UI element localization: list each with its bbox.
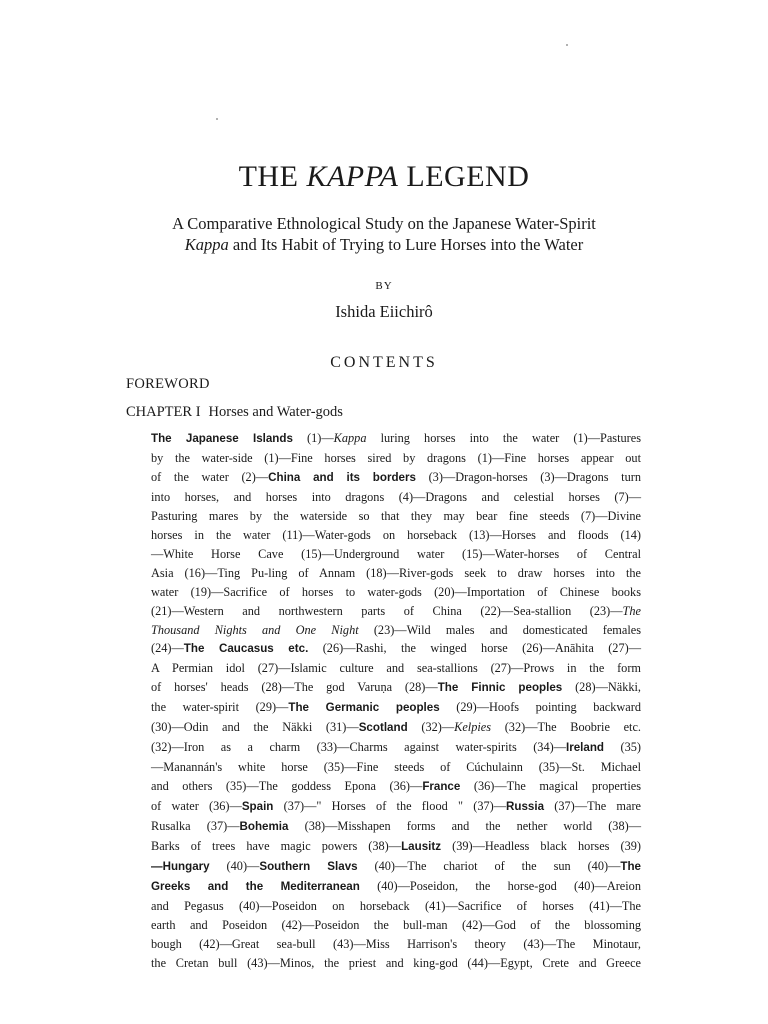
contents-text: the water-spirit (29)— [151,700,289,715]
title-prefix: THE [238,160,307,193]
place-heading: The Japanese Islands [151,432,293,445]
subtitle-line-2: and Its Habit of Trying to Lure Horses into the Water [228,235,584,254]
contents-line [151,545,641,564]
contents-line [151,602,641,621]
title-suffix: LEGEND [398,160,530,193]
contents-line [151,758,641,777]
contents-text: (30)—Odin and the Näkki (31)— [151,720,359,735]
contents-line [151,488,641,507]
contents-text: Barks of trees have magic powers (38)— [151,839,402,854]
contents-text: (1)— [292,431,334,445]
contents-text: —White Horse Cave (15)—Underground water (15)—Water-horses of Central [151,546,641,561]
contents-text: (36)—The magical properties [460,779,641,794]
book-title [0,160,768,194]
place-heading: The [620,859,641,873]
contents-text: Rusalka (37)— [151,819,240,834]
speck-mark [566,44,568,46]
by-label: BY [375,280,393,292]
contents-text: Pasturing mares by the waterside so that they may bear fine steeds (7)—Divine [151,508,641,523]
place-heading: China and its borders [268,470,416,484]
place-heading: Ireland [566,741,605,755]
contents-text: bough (42)—Great sea-bull (43)—Miss Harrison's theory (43)—The Minotaur, [151,936,641,951]
contents-line [151,877,641,897]
italic-term: Kelpies [454,720,492,735]
author-name: Ishida Eiichirô [335,302,433,321]
italic-term: Kappa [333,431,367,445]
contents-line [151,817,641,837]
contents-text: the Cretan bull (43)—Minos, the priest and king-god (44)—Egypt, Crete and Greece [151,955,641,970]
speck-mark [216,118,218,120]
contents-line [151,583,641,602]
chapter-contents-summary [151,429,641,973]
chapter-heading [126,404,343,421]
contents-text: (3)—Dragon-horses (3)—Dragons turn [415,469,641,484]
contents-heading: CONTENTS [330,354,438,371]
contents-line [151,449,641,468]
place-heading: Bohemia [239,820,289,834]
contents-line [151,659,641,678]
place-heading: France [422,780,461,794]
contents-line [151,857,641,877]
contents-line [151,507,641,526]
contents-text: of horses' heads (28)—The god Varuṇa (28)— [151,680,438,695]
contents-text: earth and Poseidon (42)—Poseidon the bull-man (42)—God of the blossoming [151,917,641,932]
contents-text: (39)—Headless black horses (39) [441,839,641,854]
contents-text: (38)—Misshapen forms and the nether world (38)— [288,819,641,834]
contents-text: (23)—Wild males and domesticated females [358,622,641,637]
contents-text: (40)—The chariot of the sun (40)— [357,858,621,873]
contents-text: (40)— [209,858,260,873]
contents-line [151,916,641,935]
contents-line [151,698,641,718]
contents-text: (37)—The mare [544,799,641,814]
contents-line [151,429,641,449]
contents-line [151,621,641,640]
contents-line [151,639,641,659]
contents-text: luring horses into the water (1)—Pastures [366,431,641,445]
place-heading: Scotland [358,721,408,735]
contents-text: (37)—" Horses of the flood " (37)— [273,799,507,814]
chapter-title: Horses and Water-gods [208,404,343,420]
place-heading: Southern Slavs [259,859,358,873]
contents-text: A Permian idol (27)—Islamic culture and sea-stallions (27)—Prows in the form [151,661,641,676]
chapter-number: CHAPTER I [126,404,201,420]
contents-line [151,678,641,698]
book-subtitle [100,213,668,255]
contents-text: (35) [604,740,641,755]
place-heading: Lausitz [401,840,442,854]
contents-text: (28)—Näkki, [562,680,641,695]
contents-line [151,797,641,817]
title-italic-word: KAPPA [306,160,399,193]
contents-text: by the water-side (1)—Fine horses sired by dragons (1)—Fine horses appear out [151,450,641,465]
subtitle-italic-word: Kappa [184,235,229,254]
place-heading: Greeks and the Mediterranean [151,879,360,893]
contents-line [151,954,641,973]
contents-text: (29)—Hoofs pointing backward [439,700,641,715]
subtitle-line-1: A Comparative Ethnological Study on the Japanese Water-Spirit [172,214,596,233]
contents-text: into horses, and horses into dragons (4)—Dragons and celestial horses (7)— [151,489,641,504]
contents-text: Asia (16)—Ting Pu-ling of Annam (18)—River-gods seek to draw horses into the [151,565,641,580]
contents-line [151,468,641,488]
foreword-entry: FOREWORD [126,376,210,392]
contents-text: (32)—The Boobrie etc. [491,720,641,735]
place-heading: Spain [241,800,274,814]
contents-text: —Manannán's white horse (35)—Fine steeds of Cúchulainn (35)—St. Michael [151,760,641,775]
contents-line [151,837,641,857]
contents-line [151,897,641,916]
contents-text: (21)—Western and northwestern parts of China (22)—Sea-stallion (23)— [151,603,623,618]
contents-text: (32)—Iron as a charm (33)—Charms against water-spirits (34)— [151,740,566,755]
place-heading: The Caucasus etc. [183,642,309,656]
place-heading: Russia [506,800,545,814]
contents-text: (26)—Rashi, the winged horse (26)—Anāhita (27)— [308,641,642,656]
contents-line [151,935,641,954]
contents-text: and others (35)—The goddess Epona (36)— [151,779,423,794]
contents-line [151,777,641,797]
contents-line [151,526,641,545]
contents-text: (32)— [407,720,455,735]
italic-term: Thousand Nights and One Night [151,622,359,637]
contents-text: (40)—Poseidon, the horse-god (40)—Areion [359,878,641,893]
contents-text: horses in the water (11)—Water-gods on horseback (13)—Horses and floods (14) [151,527,641,542]
contents-text: water (19)—Sacrifice of horses to water-gods (20)—Importation of Chinese books [151,584,641,599]
place-heading: —Hungary [151,859,210,873]
contents-text: and Pegasus (40)—Poseidon on horseback (41)—Sacrifice of horses (41)—The [151,898,641,913]
contents-line [151,718,641,738]
contents-line [151,564,641,583]
italic-term: The [622,603,641,618]
contents-text: of the water (2)— [151,469,269,484]
contents-line [151,738,641,758]
place-heading: The Finnic peoples [437,681,563,695]
place-heading: The Germanic peoples [288,701,440,715]
contents-text: (24)— [151,641,184,656]
contents-text: of water (36)— [151,799,242,814]
